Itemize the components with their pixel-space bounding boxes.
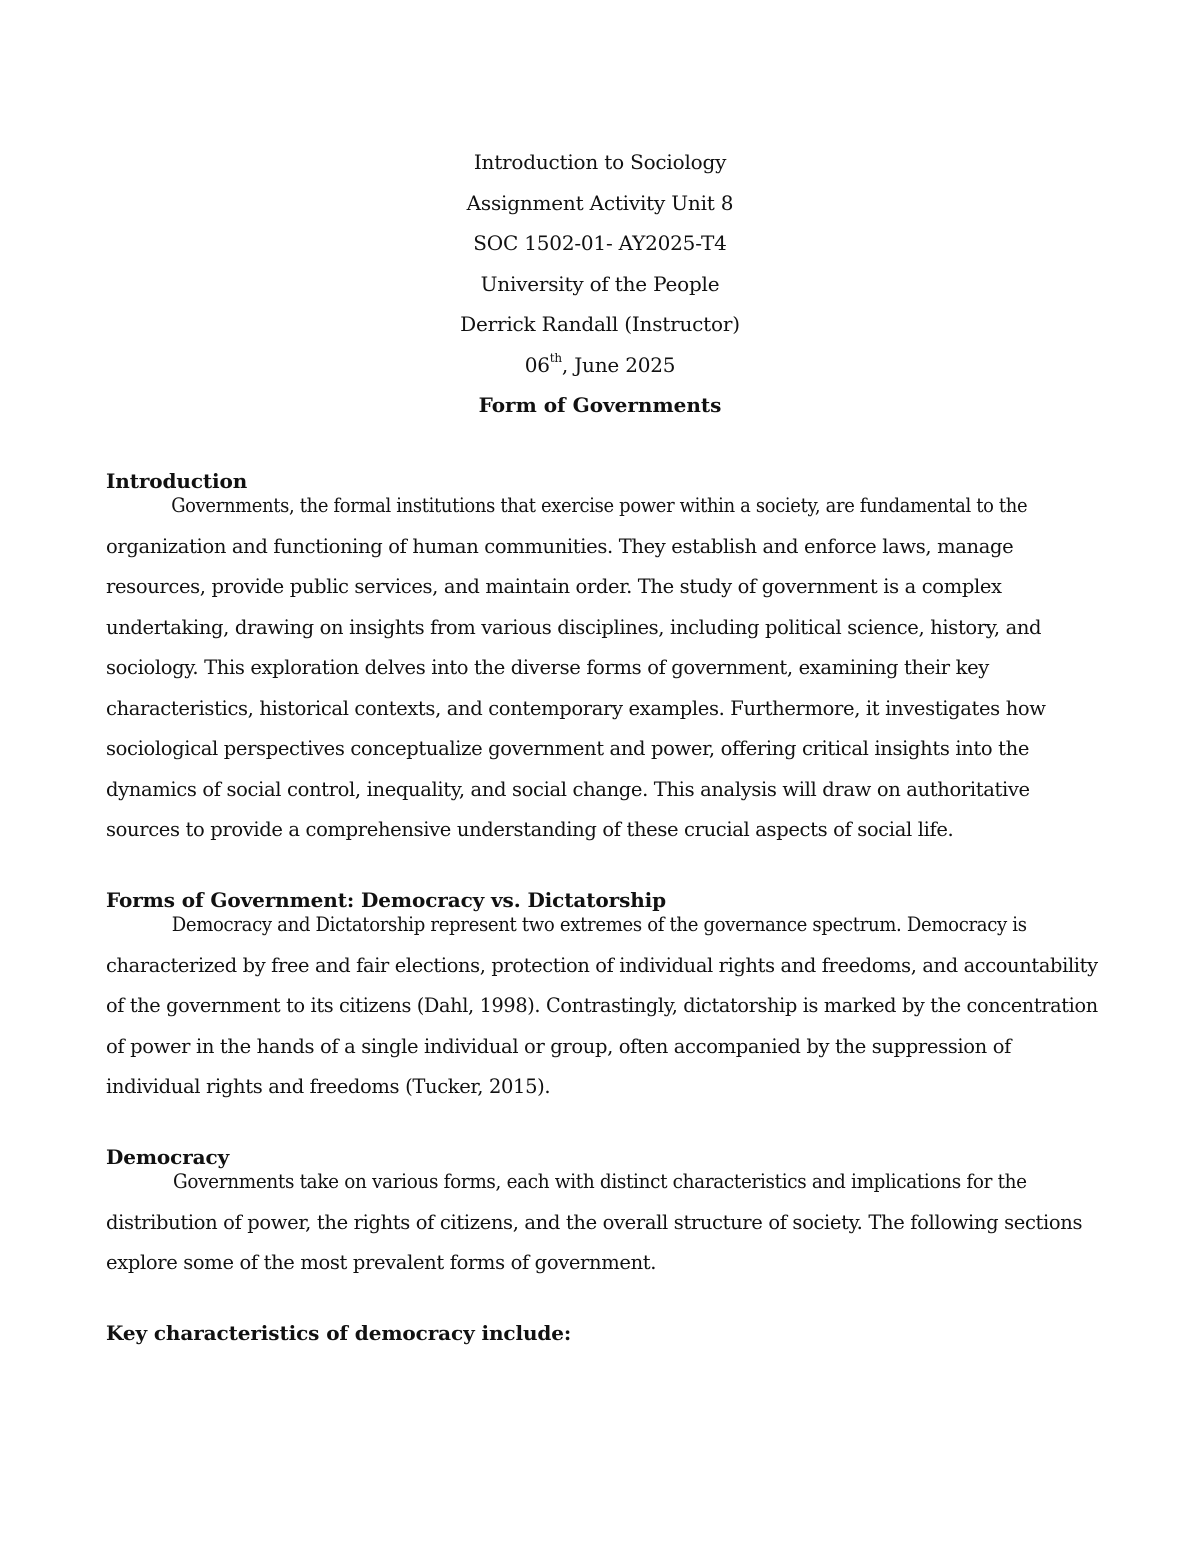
date-suffix: th <box>549 350 562 365</box>
course-code: SOC 1502-01- AY2025-T4 <box>473 231 727 255</box>
paragraph-line: characterized by free and fair elections, protection of individual rights and freedoms, and accountability <box>106 953 1098 977</box>
section-introduction <box>106 468 1096 851</box>
paragraph-line: individual rights and freedoms (Tucker, 2015). <box>106 1075 551 1098</box>
paragraph-line: distribution of power, the rights of citizens, and the overall structure of society. The following sections <box>106 1210 1083 1234</box>
paragraph-line: of power in the hands of a single individual or group, often accompanied by the suppression of <box>106 1034 1011 1058</box>
paragraph-line: explore some of the most prevalent forms of government. <box>106 1251 657 1274</box>
paragraph-line: dynamics of social control, inequality, and social change. This analysis will draw on authoritative <box>106 777 1030 801</box>
date-rest: , June 2025 <box>561 352 676 377</box>
paragraph-line: sociology. This exploration delves into the diverse forms of government, examining their key <box>106 656 989 679</box>
paragraph-line: Governments take on various forms, each with distinct characteristics and implications for the <box>172 1170 1027 1193</box>
section-heading: Introduction <box>106 469 248 493</box>
section-paragraph <box>106 486 1096 851</box>
paragraph-line: Democracy and Dictatorship represent two extremes of the governance spectrum. Democracy is <box>171 913 1027 936</box>
paragraph-line: undertaking, drawing on insights from various disciplines, including political science, history, and <box>106 615 1042 639</box>
paragraph-line: sociological perspectives conceptualize government and power, offering critical insights into the <box>106 737 1030 760</box>
section-heading: Key characteristics of democracy include: <box>106 1321 572 1345</box>
submission-date <box>0 345 1200 386</box>
section-paragraph <box>106 905 1096 1108</box>
section-paragraph <box>106 1162 1096 1284</box>
course-name: Introduction to Sociology <box>473 150 727 174</box>
section-forms-of-government <box>106 887 1096 1108</box>
paragraph-line: characteristics, historical contexts, and contemporary examples. Furthermore, it investigates how <box>106 696 1046 720</box>
paragraph-line: of the government to its citizens (Dahl, 1998). Contrastingly, dictatorship is marked by the concentration <box>106 994 1098 1017</box>
section-democracy <box>106 1144 1096 1284</box>
assignment-name: Assignment Activity Unit 8 <box>466 190 734 215</box>
section-key-characteristics <box>106 1320 1096 1346</box>
section-heading: Forms of Government: Democracy vs. Dictatorship <box>106 888 667 912</box>
paragraph-line: sources to provide a comprehensive understanding of these crucial aspects of social life. <box>106 818 954 841</box>
section-heading: Democracy <box>106 1145 230 1169</box>
title-block <box>0 142 1200 426</box>
paragraph-line: Governments, the formal institutions that exercise power within a society, are fundamental to the <box>171 494 1028 517</box>
document-title: Form of Governments <box>478 393 722 417</box>
paragraph-line: resources, provide public services, and maintain order. The study of government is a complex <box>106 575 1002 598</box>
university-name: University of the People <box>480 271 720 296</box>
date-day: 06 <box>524 352 550 377</box>
paragraph-line: organization and functioning of human communities. They establish and enforce laws, manage <box>106 534 1014 558</box>
instructor-name: Derrick Randall (Instructor) <box>460 312 740 336</box>
